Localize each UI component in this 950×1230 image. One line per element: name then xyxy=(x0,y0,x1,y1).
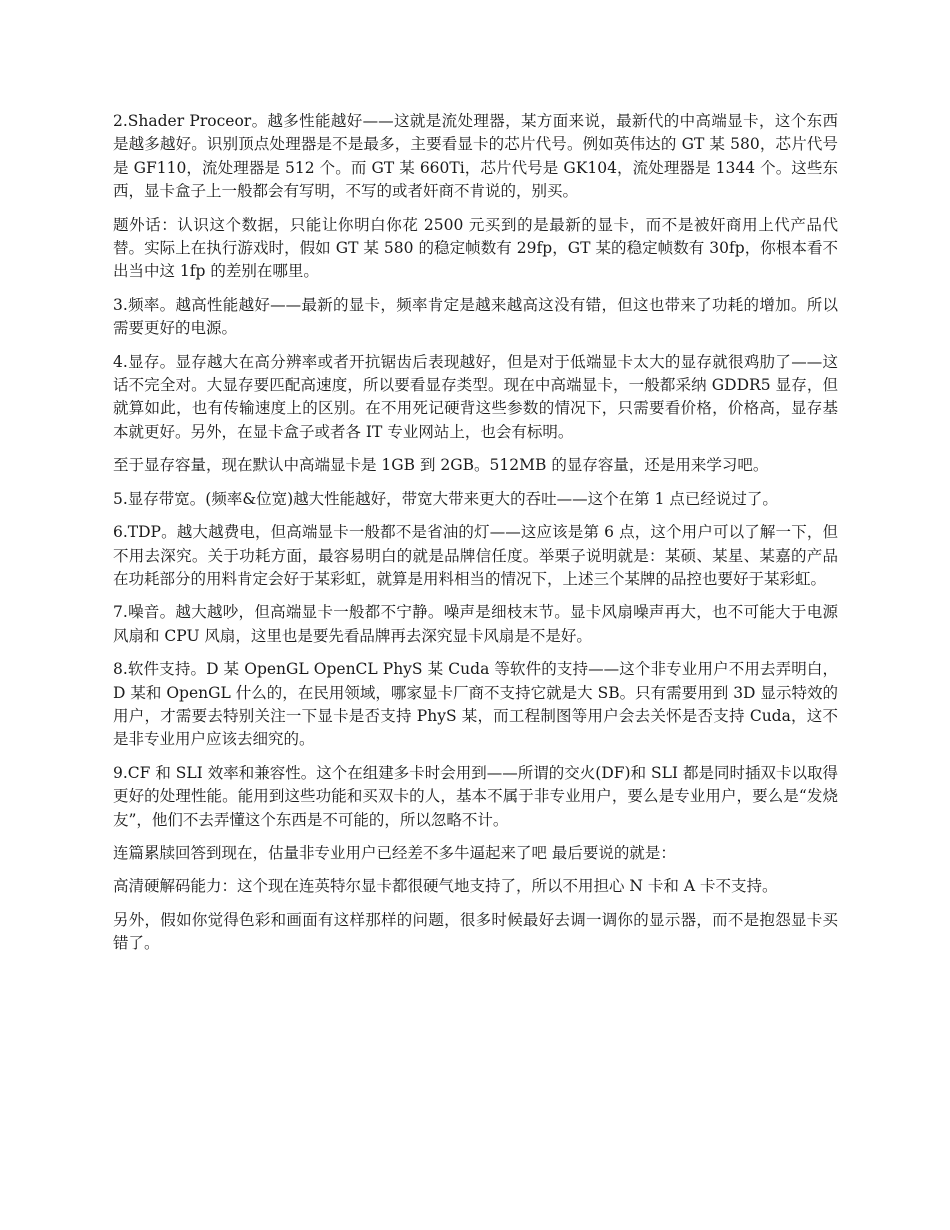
paragraph-aside-note: 题外话：认识这个数据，只能让你明白你花 2500 元买到的是最新的显卡，而不是被奸商用上代产品代替。实际上在执行游戏时，假如 GT 某 580 的稳定帧数有 29fp，GT 某的稳定帧数有 30fp，你根本看不出当中这 1fp 的差别在哪里。 xyxy=(113,215,838,281)
paragraph-vram-capacity: 至于显存容量，现在默认中高端显卡是 1GB 到 2GB。512MB 的显存容量，还是用来学习吧。 xyxy=(113,456,769,475)
paragraph-noise: 7.噪音。越大越吵，但高端显卡一般都不宁静。噪声是细枝末节。显卡风扇噪声再大，也不可能大于电源风扇和 CPU 风扇，这里也是要先看品牌再去深究显卡风扇是不是好。 xyxy=(113,603,838,645)
paragraph-final-note: 另外，假如你觉得色彩和画面有这样那样的问题，很多时候最好去调一调你的显示器，而不是抱怨显卡买错了。 xyxy=(113,910,838,953)
document-body xyxy=(113,110,838,966)
paragraph-software-support: 8.软件支持。D 某 OpenGL OpenCL PhyS 某 Cuda 等软件的支持——这个非专业用户不用去弄明白，D 某和 OpenGL 什么的，在民用领域，哪家显卡厂商不支持它就是大 SB。只有需要用到 3D 显示特效的用户，才需要去特别关注一下显卡是否支持 PhyS 某，而工程制图等用户会去关怀是否支持 Cuda，这不是非专业用户应该去细究的。 xyxy=(113,660,838,749)
paragraph-hd-decoding: 高清硬解码能力：这个现在连英特尔显卡都很硬气地支持了，所以不用担心 N 卡和 A 卡不支持。 xyxy=(113,877,778,896)
paragraph-cf-sli: 9.CF 和 SLI 效率和兼容性。这个在组建多卡时会用到——所谓的交火(DF)和 SLI 都是同时插双卡以取得更好的处理性能。能用到这些功能和买双卡的人，基本不属于非专业用户，要么是专业用户，要么是“发烧友”，他们不去弄懂这个东西是不可能的，所以忽略不计。 xyxy=(113,763,838,829)
paragraph-vram: 4.显存。显存越大在高分辨率或者开抗锯齿后表现越好，但是对于低端显卡太大的显存就很鸡肋了——这话不完全对。大显存要匹配高速度，所以要看显存类型。现在中高端显卡，一般都采纳 GDDR5 显存，但就算如此，也有传输速度上的区别。在不用死记硬背这些参数的情况下，只需要看价格，价格高，显存基本就更好。另外，在显卡盒子或者各 IT 专业网站上，也会有标明。 xyxy=(113,352,838,441)
paragraph-tdp: 6.TDP。越大越费电，但高端显卡一般都不是省油的灯——这应该是第 6 点，这个用户可以了解一下，但不用去深究。关于功耗方面，最容易明白的就是品牌信任度。举栗子说明就是：某硕、某星、某嘉的产品在功耗部分的用料肯定会好于某彩虹，就算是用料相当的情况下，上述三个某牌的品控也要好于某彩虹。 xyxy=(113,523,838,588)
paragraph-shader-processor: 2.Shader Proceor。越多性能越好——这就是流处理器，某方面来说，最新代的中高端显卡，这个东西是越多越好。识别顶点处理器是不是最多，主要看显卡的芯片代号。例如英伟达的 GT 某 580，芯片代号是 GF110，流处理器是 512 个。而 GT 某 660Ti，芯片代号是 GK104，流处理器是 1344 个。这些东西，显卡盒子上一般都会有写明，不写的或者奸商不肯说的，别买。 xyxy=(113,112,838,201)
paragraph-frequency: 3.频率。越高性能越好——最新的显卡，频率肯定是越来越高这没有错，但这也带来了功耗的增加。所以需要更好的电源。 xyxy=(113,295,838,338)
paragraph-summary-intro: 连篇累牍回答到现在，估量非专业用户已经差不多牛逼起来了吧 最后要说的就是： xyxy=(113,843,676,862)
paragraph-memory-bandwidth: 5.显存带宽。(频率&位宽)越大性能越好，带宽大带来更大的吞吐——这个在第 1 点已经说过了。 xyxy=(113,489,778,508)
